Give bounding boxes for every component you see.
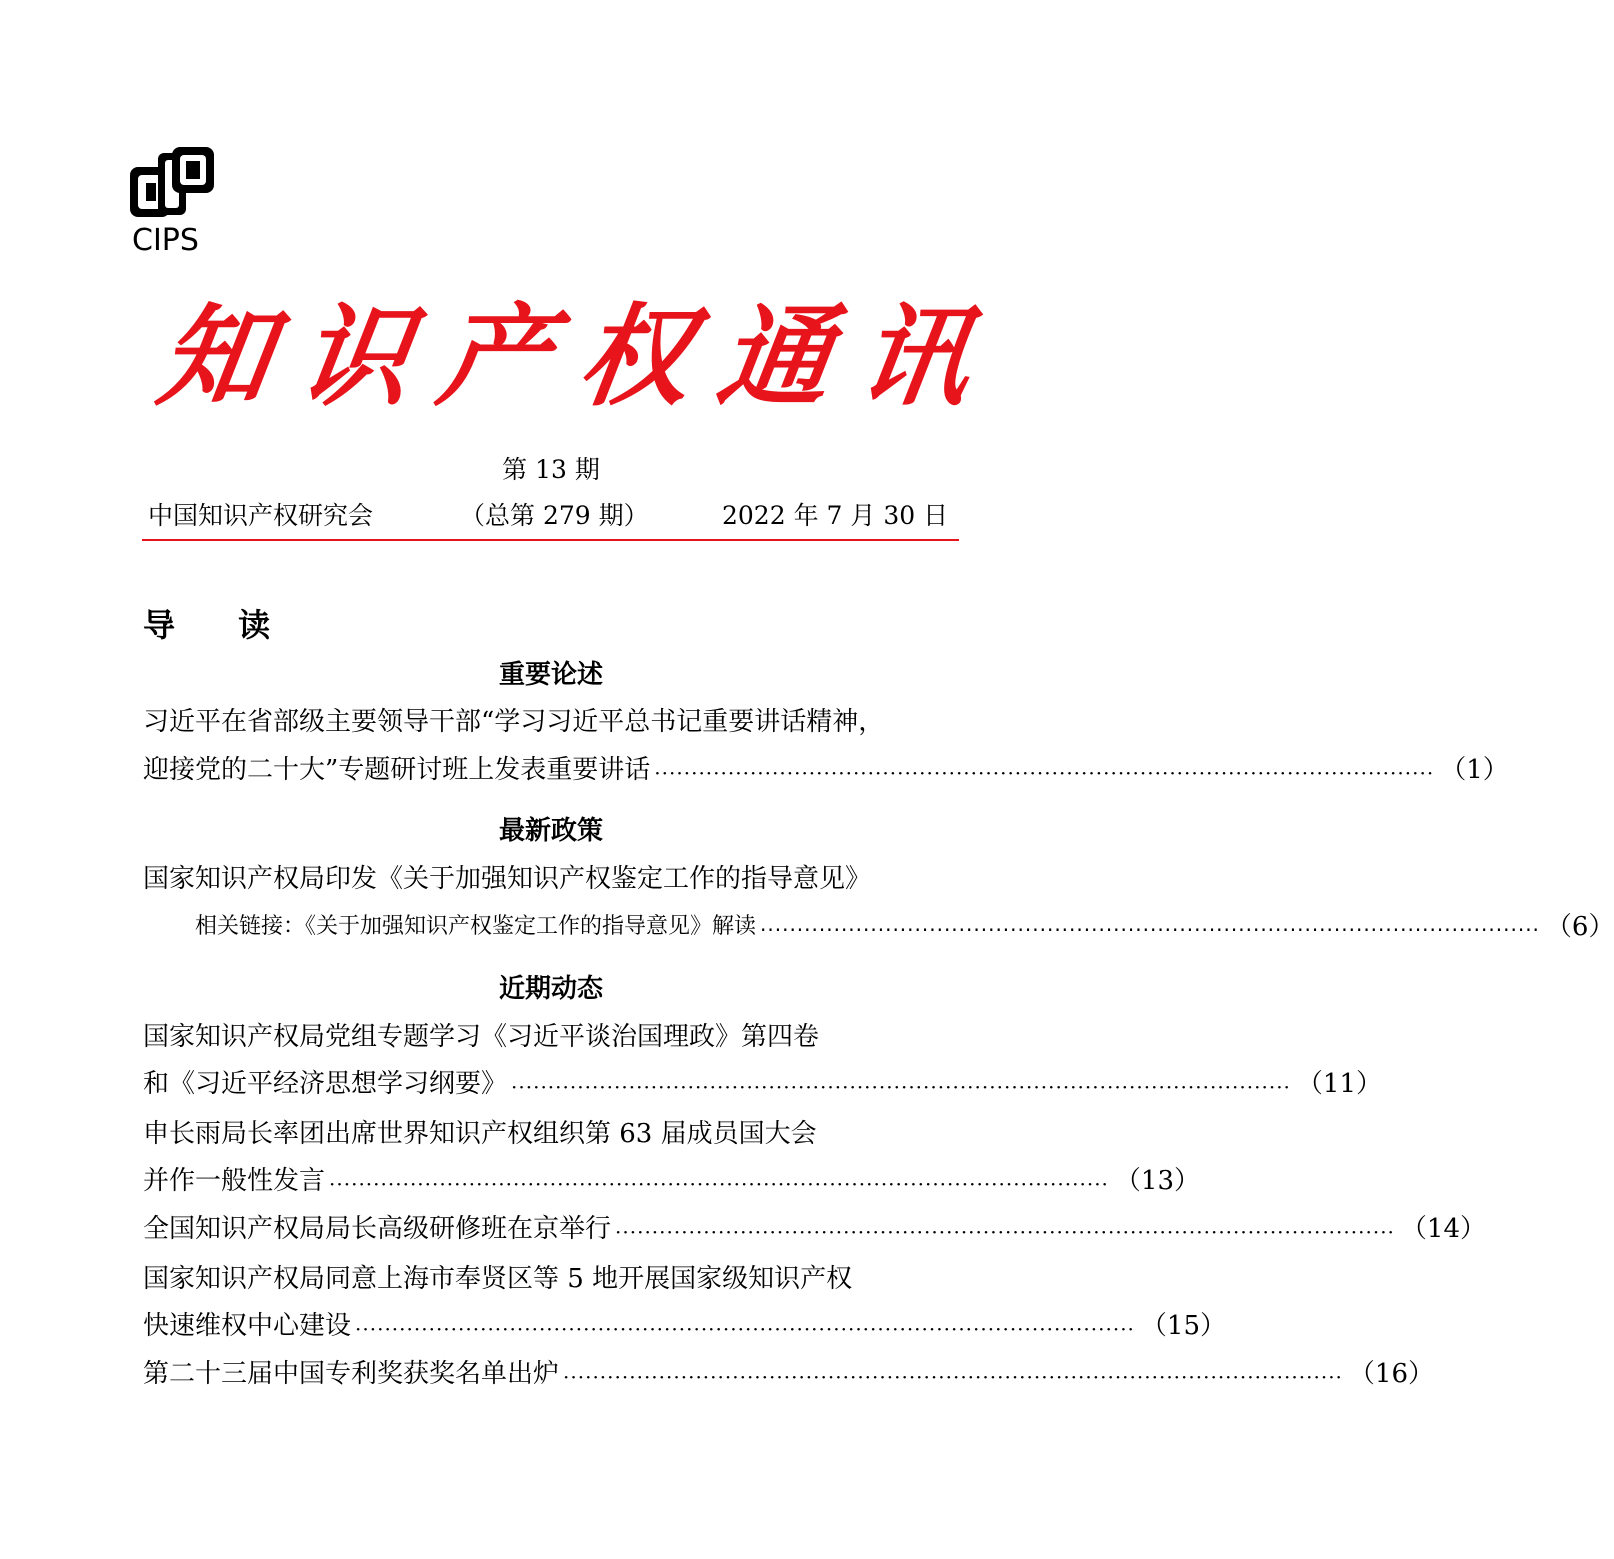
toc-heading: 导 读 (143, 606, 297, 644)
toc-entry (143, 1212, 1486, 1246)
toc-page-number: （14） (1400, 1214, 1486, 1244)
section-title: 重要论述 (498, 660, 603, 690)
toc-entry-line: 国家知识产权局同意上海市奉贤区等 5 地开展国家级知识产权 (143, 1264, 853, 1294)
toc-entry (143, 1164, 1200, 1198)
toc-entry-line: 习近平在省部级主要领导干部“学习习近平总书记重要讲话精神， (143, 707, 885, 737)
toc-entry-line: 国家知识产权局印发《关于加强知识产权鉴定工作的指导意见》 (143, 864, 872, 894)
toc-entry-line: 并作一般性发言 (143, 1166, 326, 1196)
toc-entry (143, 1309, 1226, 1343)
toc-entry-line: 和《习近平经济思想学习纲要》 (143, 1069, 508, 1099)
leader-dots: ·········································································································· (563, 1365, 1343, 1389)
logo-text: CIPS (132, 223, 199, 258)
toc-page-number: （11） (1296, 1069, 1382, 1099)
issue-date: 2022 年 7 月 30 日 (722, 501, 949, 530)
cips-logo (128, 145, 218, 257)
section-title: 最新政策 (498, 816, 603, 846)
header-divider (142, 539, 959, 541)
toc-page-number: （16） (1348, 1359, 1434, 1389)
toc-entry (143, 753, 1509, 787)
leader-dots: ·········································································································· (511, 1075, 1291, 1099)
toc-sub-entry (195, 910, 1614, 944)
section-title: 近期动态 (498, 974, 603, 1004)
toc-entry-line: 国家知识产权局党组专题学习《习近平谈治国理政》第四卷 (143, 1022, 820, 1052)
toc-entry-line: 申长雨局长率团出席世界知识产权组织第 63 届成员国大会 (143, 1119, 817, 1149)
issue-number: 第 13 期 (502, 455, 600, 484)
total-issue-number: （总第 279 期） (460, 501, 649, 530)
leader-dots: ·········································································································· (615, 1220, 1395, 1244)
cips-emblem-icon (128, 145, 218, 223)
toc-entry-line: 相关链接：《关于加强知识产权鉴定工作的指导意见》解读 (195, 914, 757, 939)
toc-page-number: （6） (1545, 912, 1614, 942)
masthead-title: 知识产权通讯 (151, 292, 1010, 421)
toc-entry-line: 迎接党的二十大”专题研讨班上发表重要讲话 (143, 755, 651, 785)
leader-dots: ·········································································································· (654, 761, 1435, 785)
toc-page-number: （15） (1140, 1311, 1226, 1341)
toc-page-number: （13） (1114, 1166, 1200, 1196)
toc-entry (143, 1067, 1382, 1101)
toc-entry-line: 第二十三届中国专利奖获奖名单出炉 (143, 1359, 560, 1389)
leader-dots: ·········································································································· (355, 1317, 1135, 1341)
toc-page-number: （1） (1440, 755, 1509, 785)
toc-entry-line: 快速维权中心建设 (143, 1311, 352, 1341)
toc-entry-line: 全国知识产权局局长高级研修班在京举行 (143, 1214, 612, 1244)
toc-entry (143, 1357, 1434, 1391)
leader-dots: ·········································································································· (760, 918, 1540, 942)
leader-dots: ·········································································································· (329, 1172, 1109, 1196)
organization-name: 中国知识产权研究会 (148, 501, 374, 530)
